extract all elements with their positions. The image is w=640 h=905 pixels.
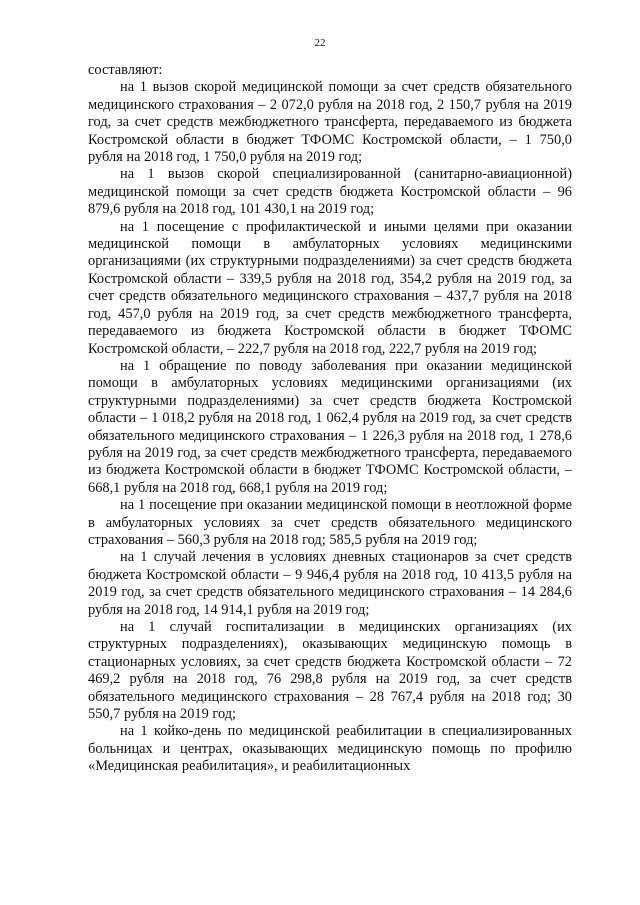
paragraph-preventive-visit: на 1 посещение с профилактической и иными целями при оказании медицинской помощи в амбулаторных условиях медицинскими организациями (их структурными подразделениями) за счет средств бюджета Костромской области – 339,5 рубля на 2018 год, 354,2 рубля на 2019 год, за счет средств обязательного медицинского страхования – 437,7 рубля на 2018 год, 457,0 рубля на 2019 год, за счет средств межбюджетного трансферта, передаваемого из бюджета Костромской области в бюджет ТФОМС Костромской области, – 222,7 рубля на 2018 год, 222,7 рубля на 2019 год; [88, 218, 572, 357]
paragraph-hospitalization-case: на 1 случай госпитализации в медицинских организациях (их структурных подразделениях), оказывающих медицинскую помощь в стационарных условиях, за счет средств бюджета Костромской области – 72 469,2 рубля на 2018 год, 76 298,8 рубля на 2019 год, за счет средств обязательного медицинского страхования – 28 767,4 рубля на 2018 год; 30 550,7 рубля на 2019 год; [88, 619, 572, 723]
paragraph-urgent-visit: на 1 посещение при оказании медицинской помощи в неотложной форме в амбулаторных условиях за счет средств обязательного медицинского страхования – 560,3 рубля на 2018 год; 585,5 рубля на 2019 год; [88, 497, 572, 548]
paragraph-disease-appeal: на 1 обращение по поводу заболевания при оказании медицинской помощи в амбулаторных условиях медицинскими организациями (их структурными подразделениями) за счет средств бюджета Костромской области – 1 018,2 рубля на 2018 год, 1 062,4 рубля на 2019 год, за счет средств обязательного медицинского страхования – 1 226,3 рубля на 2018 год, 1 278,6 рубля на 2019 год, за счет средств межбюджетного трансферта, передаваемого из бюджета Костромской области в бюджет ТФОМС Костромской области, – 668,1 рубля на 2018 год, 668,1 рубля на 2019 год; [88, 357, 572, 496]
paragraph-intro: составляют: [88, 62, 163, 78]
paragraph-rehabilitation-bed-day: на 1 койко-день по медицинской реабилитации в специализированных больницах и центрах, оказывающих медицинскую помощь по профилю «Медицинская реабилитация», и реабилитационных [88, 723, 572, 775]
paragraph-air-ambulance-call: на 1 вызов скорой специализированной (санитарно-авиационной) медицинской помощи за счет средств бюджета Костромской области – 96 879,6 рубля на 2018 год, 101 430,1 на 2019 год; [88, 166, 572, 218]
document-body [88, 62, 572, 776]
page-number: 22 [314, 37, 326, 49]
paragraph-day-hospital-case: на 1 случай лечения в условиях дневных стационаров за счет средств бюджета Костромской области – 9 946,4 рубля на 2018 год, 10 413,5 рубля на 2019 год, за счет средств обязательного медицинского страхования – 14 284,6 рубля на 2018 год, 14 914,1 рубля на 2019 год; [88, 549, 572, 618]
paragraph-ambulance-call: на 1 вызов скорой медицинской помощи за счет средств обязательного медицинского страхования – 2 072,0 рубля на 2018 год, 2 150,7 рубля на 2019 год, за счет средств межбюджетного трансферта, передаваемого из бюджета Костромской области в бюджет ТФОМС Костромской области, – 1 750,0 рубля на 2018 год, 1 750,0 рубля на 2019 год; [88, 79, 572, 166]
